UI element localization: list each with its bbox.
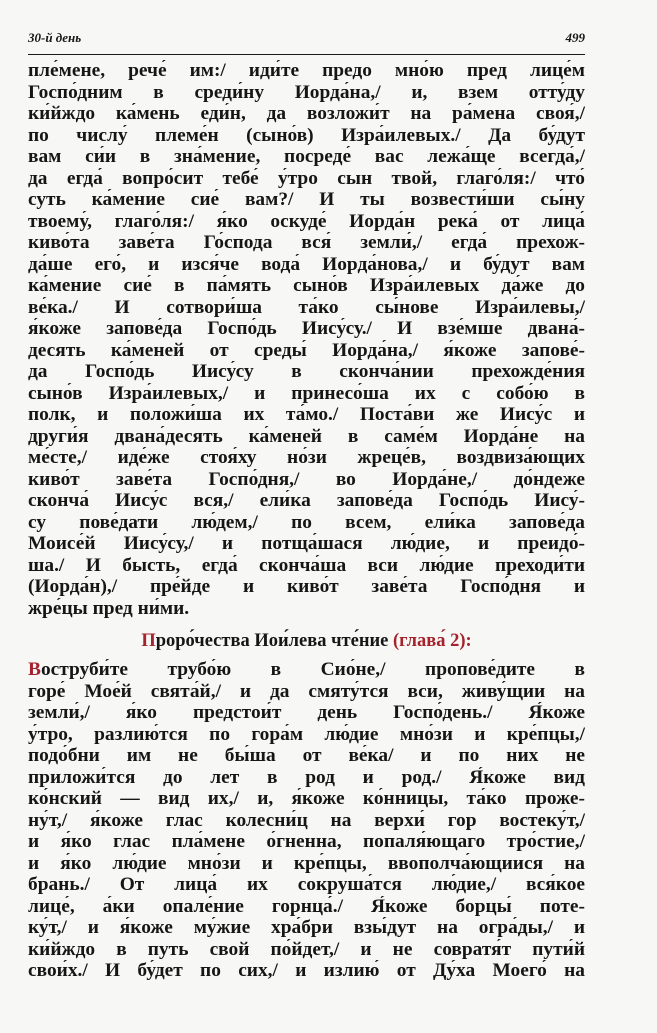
- text-line: ко́нский — вид их,/ и, я́коже ко́нницы, та́ко проже-: [28, 788, 585, 809]
- heading-title: роро́чества Иои́лева чте́ние: [155, 631, 393, 651]
- text-line: приложи́тся до лет в род и род./ Я́коже вид: [28, 766, 585, 788]
- line-text: оструби́те трубо́ю в Сио́не,/ пропове́дите в: [40, 659, 585, 680]
- heading-chapter: (глава́ 2):: [392, 631, 472, 651]
- text-line: полк, и положи́ша их та́мо./ Поста́ви же Иису́с и: [28, 404, 585, 425]
- text-line: горе́ Мое́й свята́й,/ и да смяту́тся вси, живу́щии на: [28, 680, 585, 702]
- text-line: ки́йждо в путь свой по́йдет,/ и не совратя́т пути́й: [28, 938, 585, 960]
- text-line: свои́х./ И бу́дет по сих,/ и излию́ от Ду́ха Моего́ на: [28, 960, 585, 981]
- text-line: я́коже запове́да Госпо́дь Иису́су./ И взе́мше двана́-: [28, 318, 585, 339]
- drop-initial: В: [28, 659, 41, 680]
- text-line: да егда́ вопро́сит тебе́ у́тро сын твой, глаго́ля:/ что́: [28, 167, 585, 189]
- running-header: [28, 30, 585, 55]
- text-line: брань./ От лица́ их сокруша́тся лю́дие,/ вся́кое: [28, 874, 585, 895]
- text-line: Моисе́й Иису́су,/ и потща́шася лю́дие, и преидо́-: [28, 533, 585, 554]
- text-line: подо́бни им не бы́ша от ве́ка/ и по них не: [28, 745, 585, 766]
- text-line: да́ше его́, и изся́че вода́ Иорда́нова,/ и бу́дут вам: [28, 253, 585, 275]
- text-line: [28, 659, 585, 681]
- text-line: киво́та заве́та Го́спода вся́ земли́,/ егда́ прехож-: [28, 232, 585, 253]
- text-line: ша./ И бысть, егда́ сконча́ша вси лю́дие преходи́ти: [28, 554, 585, 576]
- text-line: земли́,/ я́ко предстои́т день Госпо́день./ Я́коже: [28, 702, 585, 723]
- text-line: лице́, а́ки опале́ние горнца́./ Я́коже борцы́ поте-: [28, 895, 585, 917]
- text-line: ме́сте,/ иде́же стоя́ху но́зи жреце́в, воздвиза́ющих: [28, 447, 585, 468]
- page-body: [28, 60, 585, 982]
- text-line: у́тро, разлию́тся по гора́м лю́дие мно́зи и кре́пцы,/: [28, 723, 585, 745]
- page-number: 499: [565, 30, 585, 45]
- text-line: су пове́дати лю́дем,/ по всем, ели́ка запове́да: [28, 511, 585, 533]
- heading-initial: П: [141, 631, 156, 651]
- text-line: други́я двана́десять ка́меней в саме́м Иорда́не на: [28, 425, 585, 447]
- header-day-label: 30-й день: [28, 30, 82, 45]
- text-line: ку́т,/ и я́коже му́жие хра́бри взы́дут на огра́ды,/ и: [28, 917, 585, 938]
- text-line: десять ка́меней от среды́ Иорда́на,/ я́коже запове́-: [28, 339, 585, 361]
- reading-paragraph-2: [28, 659, 585, 982]
- text-line: ки́йждо ка́мень еди́н, да возложи́т на ра́мена своя́,/: [28, 103, 585, 124]
- text-line: Госпо́дним в среди́ну Иорда́на,/ и, взем отту́ду: [28, 81, 585, 103]
- text-line: и я́ко глас пла́мене о́гненна, попаля́ющаго тро́стие,/: [28, 831, 585, 852]
- text-line: суть ка́мение сие́ вам?/ И ты возвести́ши сы́ну: [28, 189, 585, 210]
- text-line: сыно́в Изра́илевых,/ и принесо́ша их с собо́ю в: [28, 382, 585, 404]
- text-line: жре́цы пред ни́ми.: [28, 597, 190, 619]
- text-line: пле́мене, рече́ им:/ иди́те предо мно́ю пред лице́м: [28, 60, 585, 81]
- text-line: да Госпо́дь Иису́су в сконча́нии прехожде́ния: [28, 361, 585, 382]
- reading-heading: [28, 630, 585, 652]
- text-line: ну́т,/ я́коже глас колесни́ц на верхи́ гор востеку́т,/: [28, 809, 585, 831]
- text-line: ка́мение сие́ в па́мять сыно́в Изра́илевых да́же до: [28, 275, 585, 296]
- text-line: твоему́, глаго́ля:/ я́ко оскуде́ Иорда́н река́ от лица́: [28, 210, 585, 232]
- text-line: сконча́ Иису́с вся,/ ели́ка запове́да Госпо́дь Иису́-: [28, 490, 585, 511]
- text-line: вам си́и в зна́мение, посреде́ вас лежа́ще всегда́,/: [28, 146, 585, 167]
- text-line: (Иорда́н),/ пре́йде и киво́т заве́та Госпо́дня и: [28, 576, 585, 597]
- text-line: ве́ка./ И сотвори́ша та́ко сы́нове Изра́илевы,/: [28, 296, 585, 318]
- text-line: по числу́ племе́н (сыно́в) Изра́илевых./ Да бу́дут: [28, 124, 585, 146]
- text-line: и я́ко лю́дие мно́зи и кре́пцы, ввополча́ющиися на: [28, 852, 585, 874]
- reading-paragraph-1: [28, 60, 585, 619]
- text-line: киво́т заве́та Госпо́дня,/ во Иорда́не,/ до́ндеже: [28, 468, 585, 490]
